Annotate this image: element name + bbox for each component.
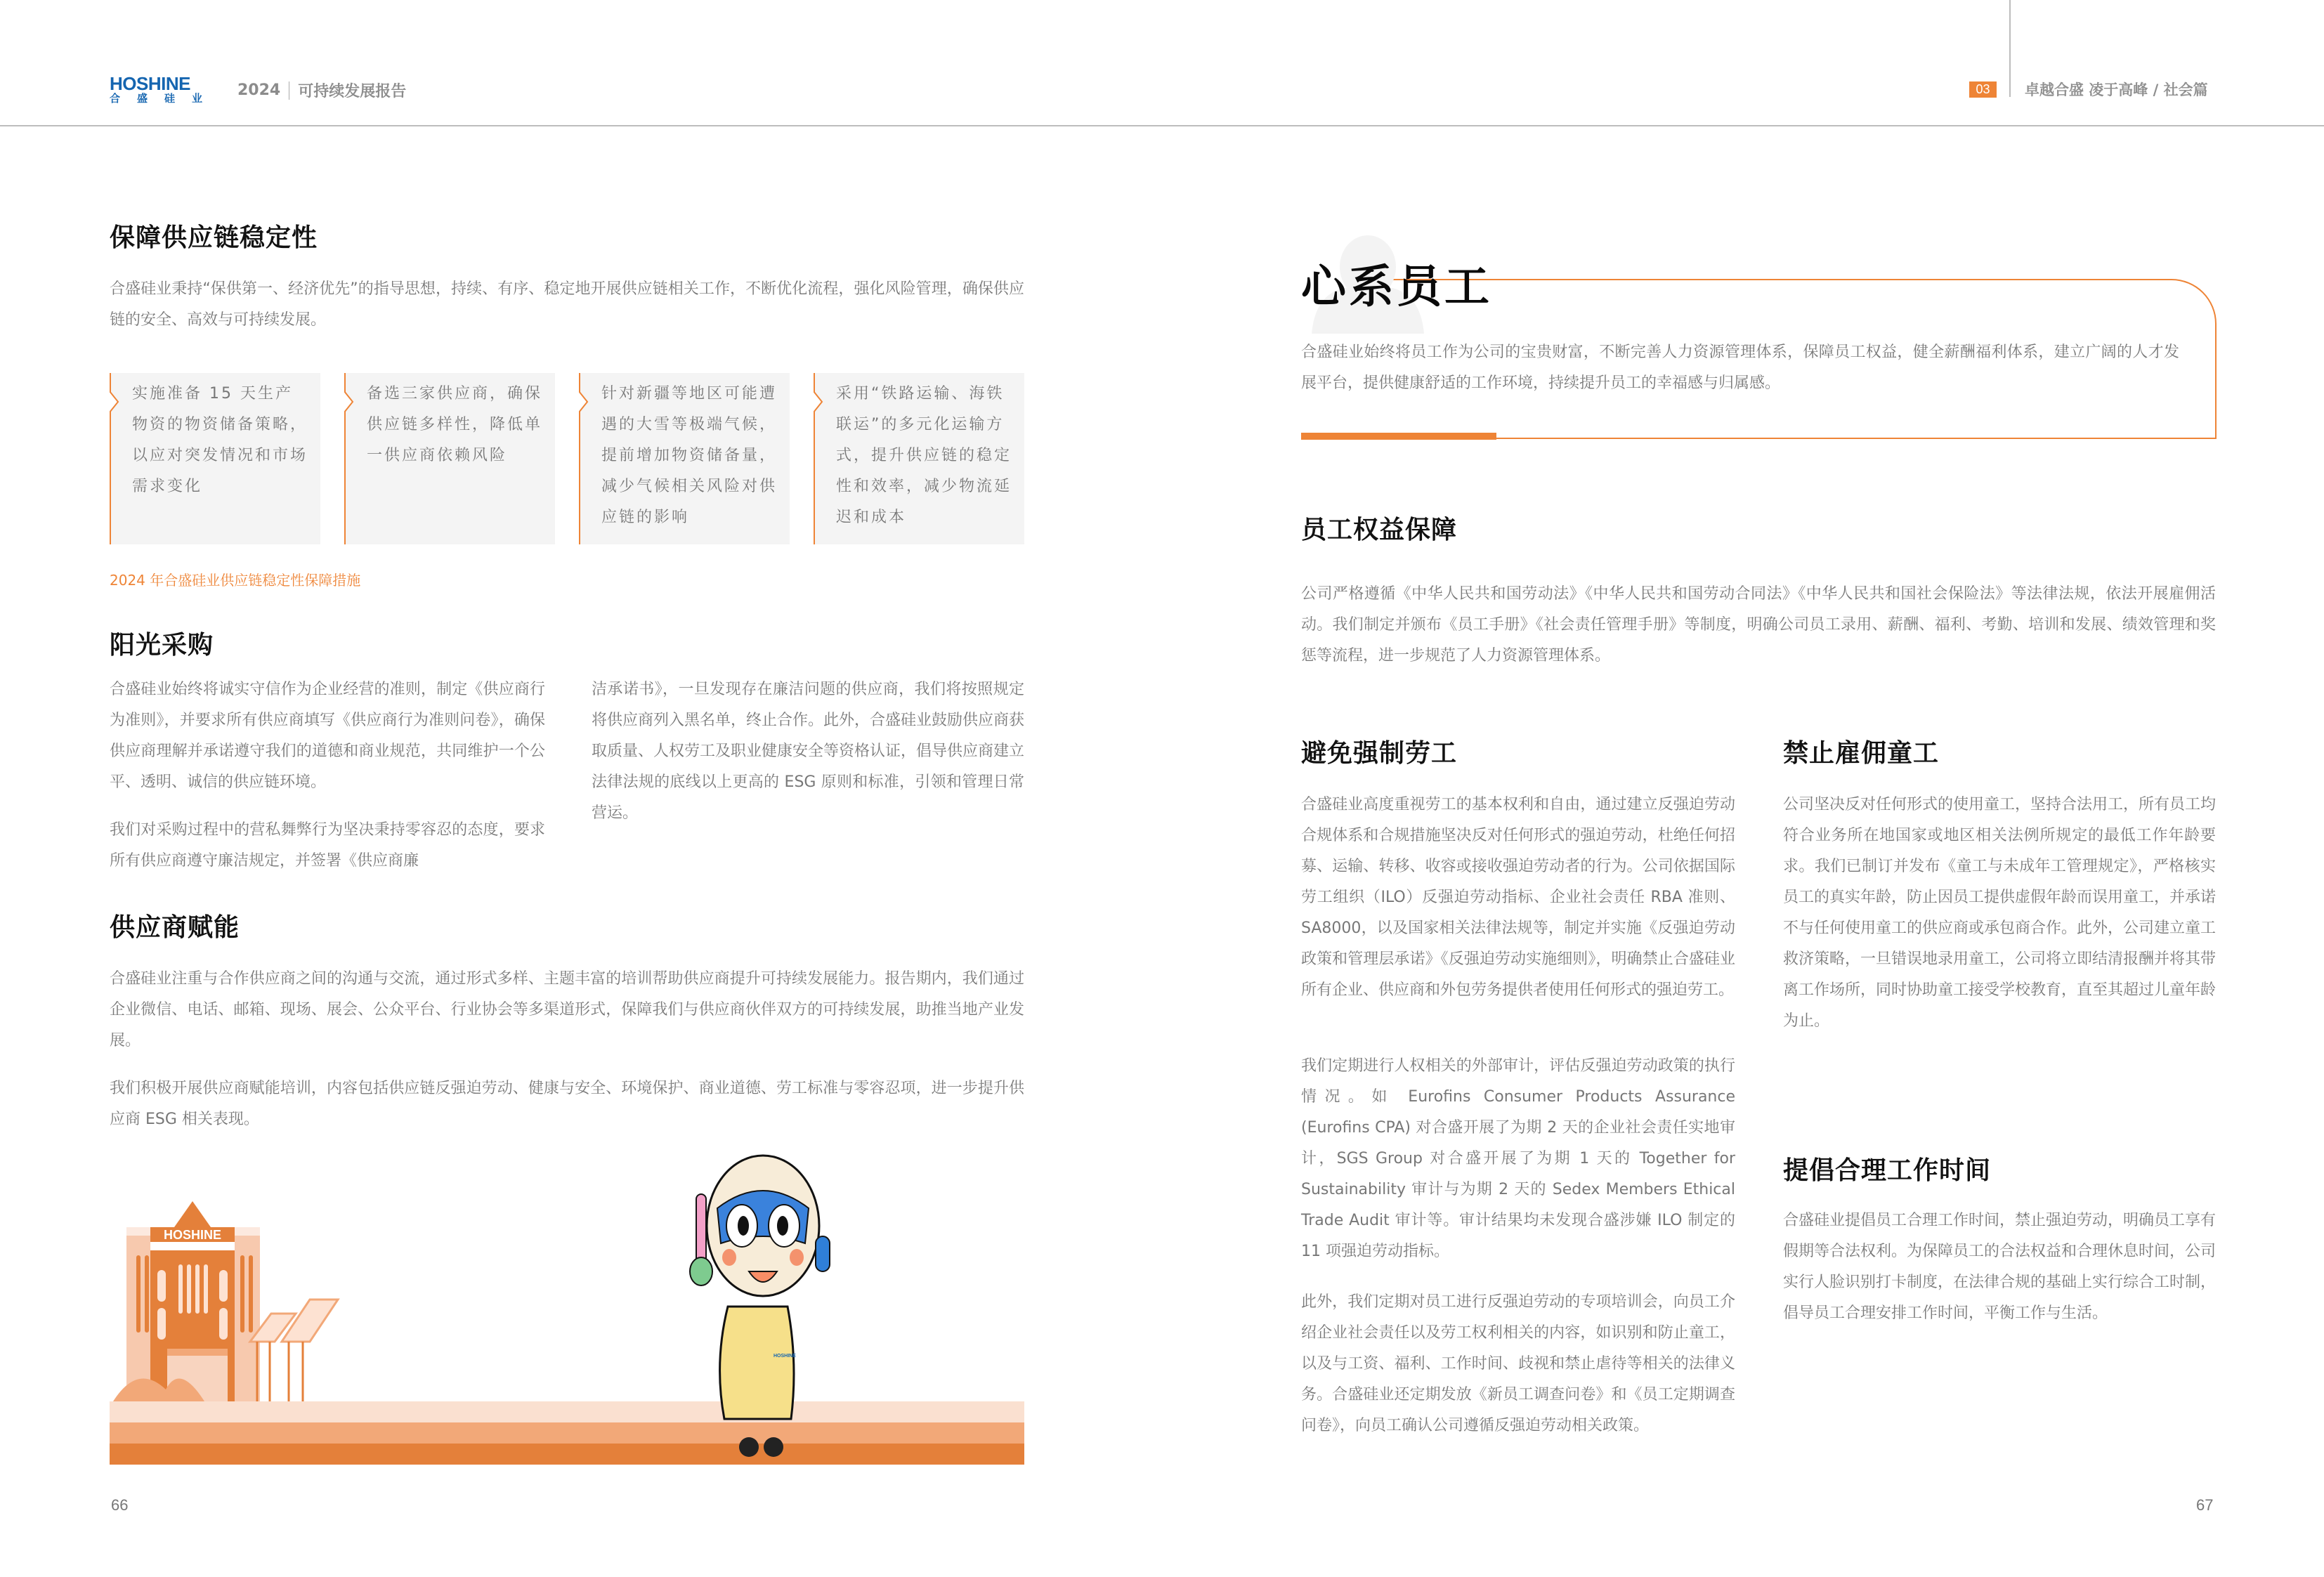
frame-accent-bar [1301,433,1496,440]
hoshine-logo: HOSHINE 合 盛 硅 业 [110,73,202,105]
chevron-right-icon [110,391,119,412]
supply-chain-intro: 合盛硅业秉持“保供第一、经济优先”的指导思想，持续、有序、稳定地开展供应链相关工作，不断优化流程，强化风险管理，确保供应链的安全、高效与可持续发展。 [110,280,1024,329]
measure-card: 采用“铁路运输、海铁联运”的多元化运输方式，提升供应链的稳定性和效率，减少物流延迟和成本 [814,373,1024,544]
employee-intro: 合盛硅业始终将员工作为公司的宝贵财富，不断完善人力资源管理体系，保障员工权益，健全薪酬福利体系，建立广阔的人才发展平台，提供健康舒适的工作环境，持续提升员工的幸福感与归属感。 [1301,343,2179,392]
section-title-supply-chain: 保障供应链稳定性 [110,223,318,252]
forced-labor-p2: 我们定期进行人权相关的外部审计，评估反强迫劳动政策的执行情况。如 Eurofins Consumer Products Assurance (Eurofins CPA) 对合盛开展了为期 2 天的企业社会责任实地审计，SGS Group 对合盛开展了为期 1 天的 Together for Sustainability 审计与为期 2 天的 Sedex Members Ethical Trade Audit 审计等。审计结果均未发现合盛涉嫌 ILO 制定的 11 项强迫劳动指标。 [1301,1057,1735,1260]
chapter-title: 卓越合盛 凌于高峰 / 社会篇 [2025,81,2208,98]
page-number-left: 66 [111,1496,129,1514]
section-title-sunshine-procurement: 阳光采购 [110,631,214,660]
empowerment-p1: 合盛硅业注重与合作供应商之间的沟通与交流，通过形式多样、主题丰富的培训帮助供应商提升可持续发展能力。报告期内，我们通过企业微信、电话、邮箱、现场、展会、公众平台、行业协会等多渠道形式，保障我们与供应商伙伴双方的可持续发展，助推当地产业发展。 [110,970,1024,1049]
measures-cards [110,373,1024,544]
section-title-forced-labor: 避免强制劳工 [1301,739,1458,768]
rights-paragraph: 公司严格遵循《中华人民共和国劳动法》《中华人民共和国劳动合同法》《中华人民共和国社会保险法》等法律法规，依法开展雇佣活动。我们制定并颁布《员工手册》《社会责任管理手册》等制度，明确公司员工录用、薪酬、福利、考勤、培训和发展、绩效管理和奖惩等流程，进一步规范了人力资源管理体系。 [1301,585,2216,665]
svg-text:HOSHINE: HOSHINE [163,1228,222,1242]
chevron-right-icon [579,391,589,412]
chapter-badge: 03 [1969,81,1997,98]
measure-card: 备选三家供应商，确保供应链多样性，降低单一供应商依赖风险 [344,373,555,544]
chevron-right-icon [814,391,823,412]
measures-caption: 2024 年合盛硅业供应链稳定性保障措施 [110,572,361,589]
section-title-supplier-empowerment: 供应商赋能 [110,913,240,942]
measure-card: 实施准备 15 天生产物资的物资储备策略，以应对突发情况和市场需求变化 [110,373,320,544]
report-title: 2024 可持续发展报告 [237,81,407,100]
page-header [0,0,2324,126]
measure-card: 针对新疆等地区可能遭遇的大雪等极端气候，提前增加物资储备量，减少气候相关风险对供应链的影响 [579,373,790,544]
procurement-col1-p2: 我们对采购过程中的营私舞弊行为坚决秉持零容忍的态度，要求所有供应商遵守廉洁规定，并签署《供应商廉 [110,821,545,870]
page-number-right: 67 [2196,1496,2214,1514]
svg-text:HOSHINE: HOSHINE [773,1354,796,1359]
working-hours-paragraph: 合盛硅业提倡员工合理工作时间，禁止强迫劳动，明确员工享有假期等合法权利。为保障员工的合法权益和合理休息时间，公司实行人脸识别打卡制度，在法律合规的基础上实行综合工时制，倡导员工合理安排工作时间，平衡工作与生活。 [1783,1212,2217,1322]
section-title-child-labor: 禁止雇佣童工 [1783,739,1940,768]
section-title-working-hours: 提倡合理工作时间 [1783,1156,1992,1185]
procurement-col1-p1: 合盛硅业始终将诚实守信作为企业经营的准则，制定《供应商行为准则》，并要求所有供应商填写《供应商行为准则问卷》，确保供应商理解并承诺遵守我们的道德和商业规范，共同维护一个公平、透明、诚信的供应链环境。 [110,681,545,791]
child-labor-paragraph: 公司坚决反对任何形式的使用童工，坚持合法用工，所有员工均符合业务所在地国家或地区相关法例所规定的最低工作年龄要求。我们已制订并发布《童工与未成年工管理规定》，严格核实员工的真实年龄，防止因员工提供虚假年龄而误用童工，并承诺不与任何使用童工的供应商或承包商合作。此外，公司建立童工救济策略，一旦错误地录用童工，公司将立即结清报酬并将其带离工作场所，同时协助童工接受学校教育，直至其超过儿童年龄为止。 [1783,796,2217,1030]
chapter-section-title: 心系员工 [1301,261,1492,313]
section-title-rights: 员工权益保障 [1301,516,1458,544]
empowerment-p2: 我们积极开展供应商赋能培训，内容包括供应链反强迫劳动、健康与安全、环境保护、商业道德、劳工标准与零容忍项，进一步提升供应商 ESG 相关表现。 [110,1080,1024,1128]
chevron-right-icon [344,391,354,412]
forced-labor-p1: 合盛硅业高度重视劳工的基本权利和自由，通过建立反强迫劳动合规体系和合规措施坚决反对任何形式的强迫劳动，杜绝任何招募、运输、转移、收容或接收强迫劳动者的行为。公司依据国际劳工组织（ILO）反强迫劳动指标、企业社会责任 RBA 准则、SA8000，以及国家相关法律法规等，制定并实施《反强迫劳动政策和管理层承诺》《反强迫劳动实施细则》，明确禁止合盛硅业所有企业、供应商和外包劳务提供者使用任何形式的强迫劳工。 [1301,796,1735,999]
forced-labor-p3: 此外，我们定期对员工进行反强迫劳动的专项培训会，向员工介绍企业社会责任以及劳工权利相关的内容，如识别和防止童工，以及与工资、福利、工作时间、歧视和禁止虐待等相关的法律义务。合盛硅业还定期发放《新员工调查问卷》和《员工定期调查问卷》，向员工确认公司遵循反强迫劳动相关政策。 [1301,1293,1735,1434]
divider [2009,0,2011,97]
procurement-col2-p1: 洁承诺书》，一旦发现存在廉洁问题的供应商，我们将按照规定将供应商列入黑名单，终止合作。此外，合盛硅业鼓励供应商获取质量、人权劳工及职业健康安全等资格认证，倡导供应商建立法律法规的底线以上更高的 ESG 原则和标准，引领和管理日常营运。 [592,681,1025,822]
factory-mascot-illustration [110,1152,1024,1465]
